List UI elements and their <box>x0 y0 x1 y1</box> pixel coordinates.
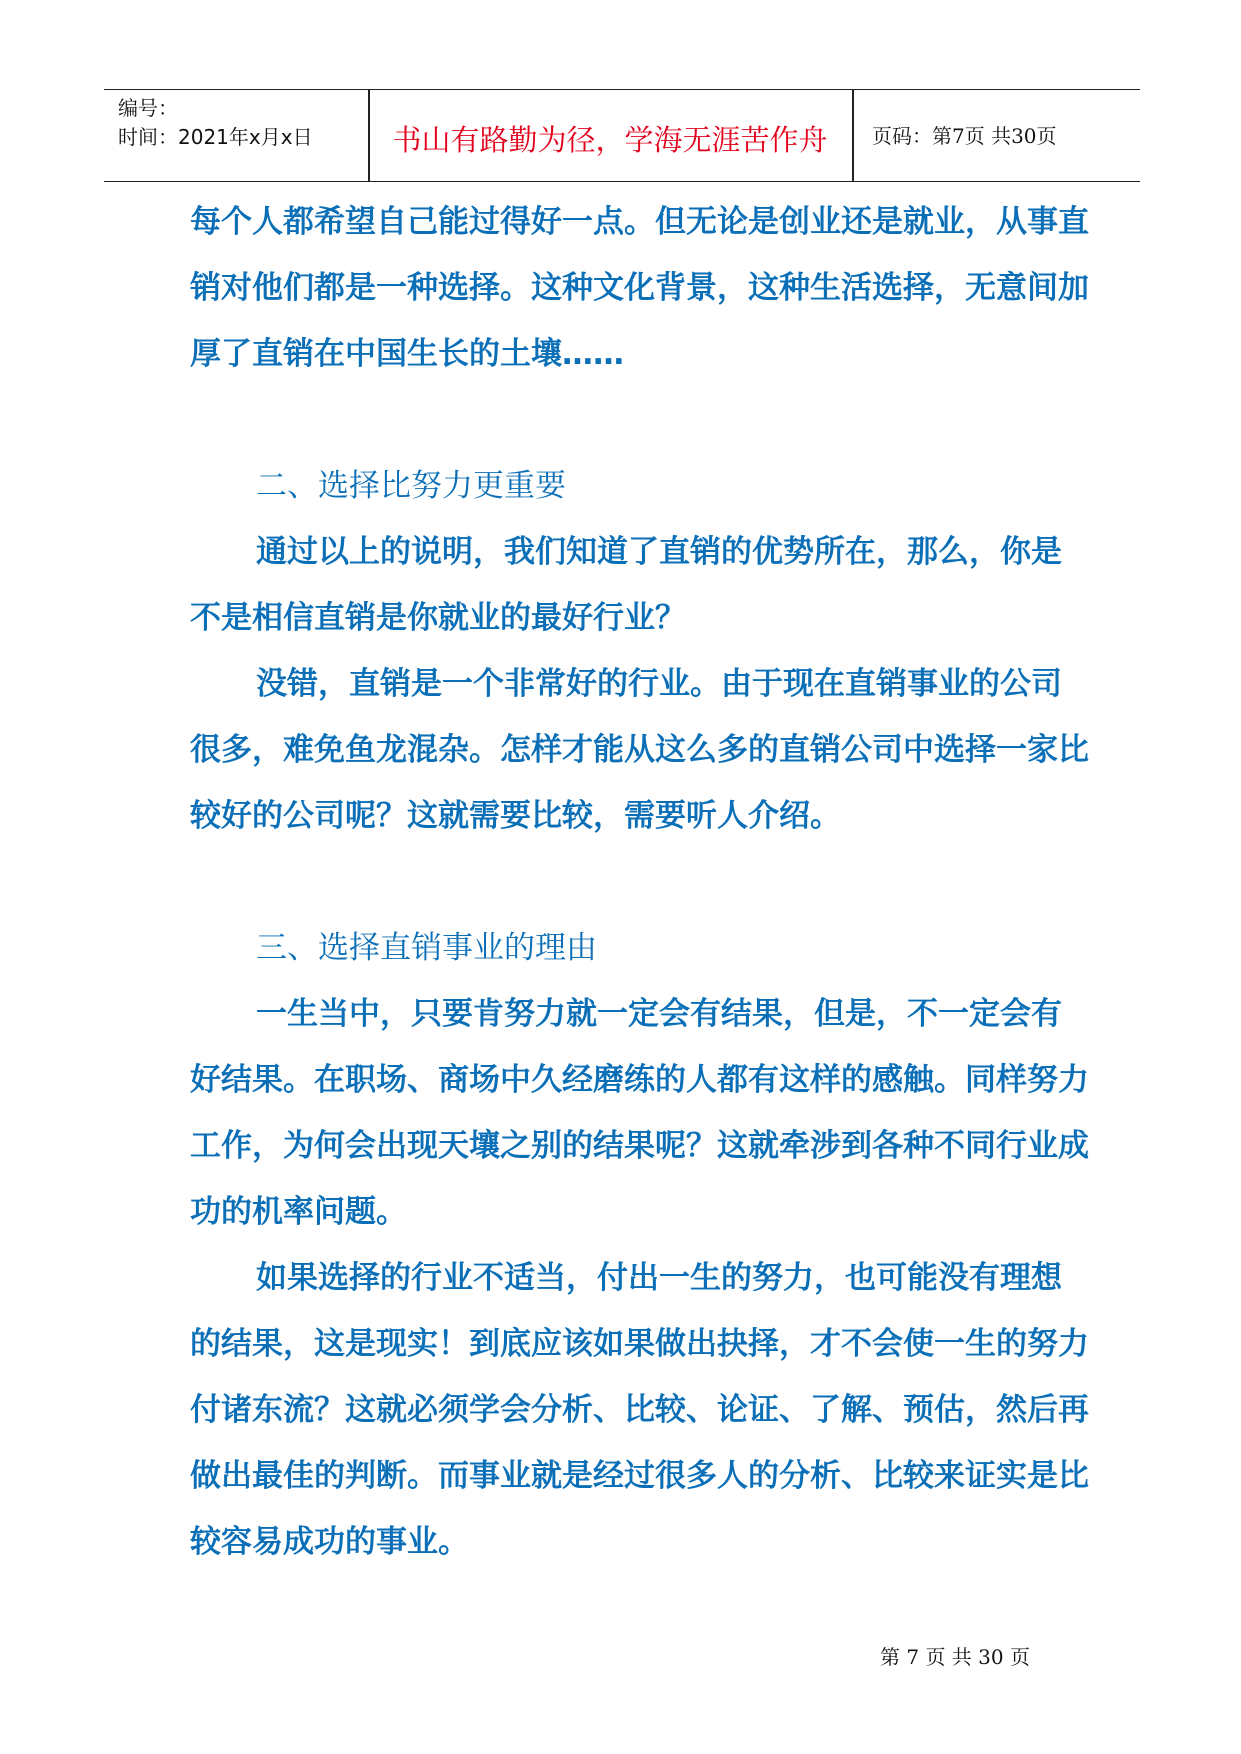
paragraph: 每个人都希望自己能过得好一点。但无论是创业还是就业，从事直销对他们都是一种选择。这种文化背景，这种生活选择，无意间加厚了直销在中国生长的土壤…… <box>190 204 1089 372</box>
header-motto: 书山有路勤为径，学海无涯苦作舟 <box>392 123 828 157</box>
header-divider <box>852 90 854 181</box>
page-footer: 第 7 页 共 30 页 <box>880 1645 1030 1669</box>
document-body <box>190 189 1090 1575</box>
date-label: 时间：2021年x月x日 <box>118 125 313 149</box>
paragraph-gap <box>190 849 1090 915</box>
paragraph: 通过以上的说明，我们知道了直销的优势所在，那么，你是不是相信直销是你就业的最好行业？ <box>190 534 1062 636</box>
section-heading: 二、选择比努力更重要 <box>256 468 566 504</box>
paragraph: 如果选择的行业不适当，付出一生的努力，也可能没有理想的结果，这是现实！到底应该如果做出抉择，才不会使一生的努力付诸东流？这就必须学会分析、比较、论证、了解、预估，然后再做出最佳的判断。而事业就是经过很多人的分析、比较来证实是比较容易成功的事业。 <box>190 1260 1089 1560</box>
serial-number-label: 编号： <box>118 96 178 120</box>
paragraph: 一生当中，只要肯努力就一定会有结果，但是，不一定会有好结果。在职场、商场中久经磨练的人都有这样的感触。同样努力工作，为何会出现天壤之别的结果呢？这就牵涉到各种不同行业成功的机率问题。 <box>190 996 1089 1230</box>
header-meta <box>118 94 313 152</box>
paragraph-gap <box>190 387 1090 453</box>
section-heading: 三、选择直销事业的理由 <box>256 930 597 966</box>
header-page-info: 页码：第7页 共30页 <box>872 124 1057 148</box>
page-header <box>104 89 1140 182</box>
paragraph: 没错，直销是一个非常好的行业。由于现在直销事业的公司很多，难免鱼龙混杂。怎样才能从这么多的直销公司中选择一家比较好的公司呢？这就需要比较，需要听人介绍。 <box>190 666 1089 834</box>
